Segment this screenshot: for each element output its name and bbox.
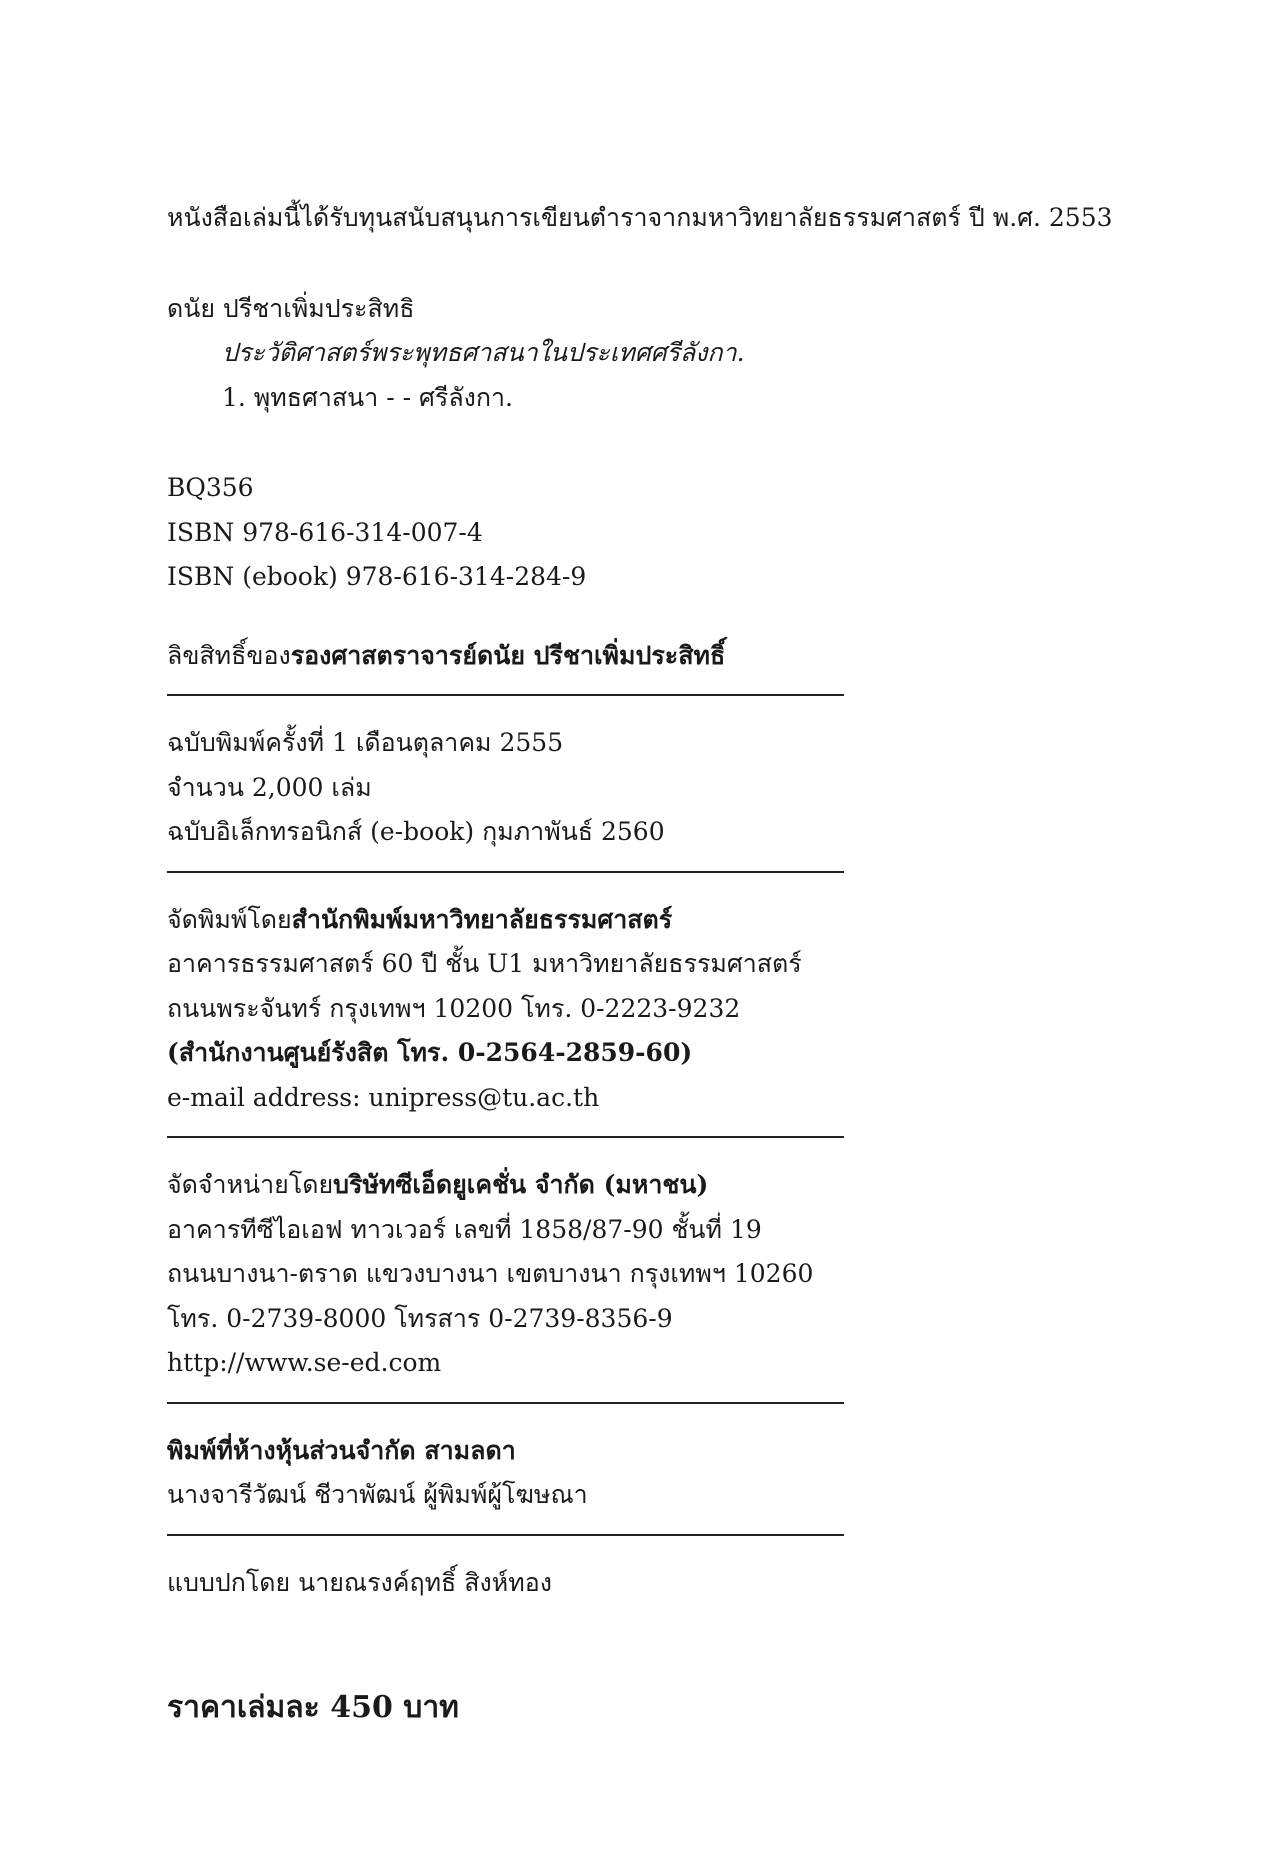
publisher-name: สำนักพิมพ์มหาวิทยาลัยธรรมศาสตร์ [291,904,673,934]
distributor-address-1: อาคารทีซีไอเอฟ ทาวเวอร์ เลขที่ 1858/87-90 ชั้นที่ 19 [167,1214,762,1244]
isbn-ebook: ISBN (ebook) 978-616-314-284-9 [167,562,587,591]
distributor-line [167,1163,1067,1208]
identifiers-block [167,466,1067,600]
call-number: BQ356 [167,473,254,502]
copyright-page [167,196,1113,1733]
publisher-address-1: อาคารธรรมศาสตร์ 60 ปี ชั้น U1 มหาวิทยาลัยธรรมศาสตร์ [167,949,802,978]
publisher-email: e-mail address: unipress@tu.ac.th [167,1082,600,1112]
catalog-author: ดนัย ปรีชาเพิ่มประสิทธิ [167,293,415,323]
printer-person: นางจารีวัฒน์ ชีวาพัฒน์ ผู้พิมพ์ผู้โฆษณา [167,1480,588,1509]
distributor-address-2: ถนนบางนา-ตราด แขวงบางนา เขตบางนา กรุงเทพฯ 10260 [167,1259,814,1288]
copyright-line [167,634,1067,679]
cataloging-block [167,287,1067,421]
printer-block [167,1429,1067,1518]
distributor-phone: โทร. 0-2739-8000 โทรสาร 0-2739-8356-9 [167,1303,673,1333]
publisher-rangsit-office: (สำนักงานศูนย์รังสิต โทร. 0-2564-2859-60) [167,1038,693,1067]
publisher-block [167,898,1067,1121]
price: ราคาเล่มละ 450 บาท [167,1690,459,1725]
publisher-address-2: ถนนพระจันทร์ กรุงเทพฯ 10200 โทร. 0-2223-9232 [167,993,741,1023]
distributor-prefix: จัดจำหน่ายโดย [167,1170,334,1199]
copyright-prefix: ลิขสิทธิ์ของ [167,640,291,670]
catalog-subject: 1. พุทธศาสนา - - ศรีลังกา. [222,382,513,412]
distributor-name: บริษัทซีเอ็ดยูเคชั่น จำกัด (มหาชน) [333,1170,709,1199]
distributor-website: http://www.se-ed.com [167,1348,442,1377]
publisher-line [167,898,1067,943]
cover-design-credit: แบบปกโดย นายณรงค์ฤทธิ์ สิงห์ทอง [167,1567,552,1597]
distributor-block [167,1163,1067,1386]
funding-note: หนังสือเล่มนี้ได้รับทุนสนับสนุนการเขียนตำราจากมหาวิทยาลัยธรรมศาสตร์ ปี พ.ศ. 2553 [167,203,1113,232]
copyright-holder: รองศาสตราจารย์ดนัย ปรีชาเพิ่มประสิทธิ์ [290,640,726,670]
edition-quantity: จำนวน 2,000 เล่ม [167,772,372,802]
catalog-title: ประวัติศาสตร์พระพุทธศาสนาในประเทศศรีลังกา. [222,338,745,367]
isbn: ISBN 978-616-314-007-4 [167,517,483,547]
edition-ebook: ฉบับอิเล็กทรอนิกส์ (e-book) กุมภาพันธ์ 2560 [167,817,665,846]
edition-first-print: ฉบับพิมพ์ครั้งที่ 1 เดือนตุลาคม 2555 [167,728,564,757]
printer-name: พิมพ์ที่ห้างหุ้นส่วนจำกัด สามลดา [167,1435,516,1465]
edition-block [167,721,1067,855]
publisher-prefix: จัดพิมพ์โดย [167,904,292,934]
